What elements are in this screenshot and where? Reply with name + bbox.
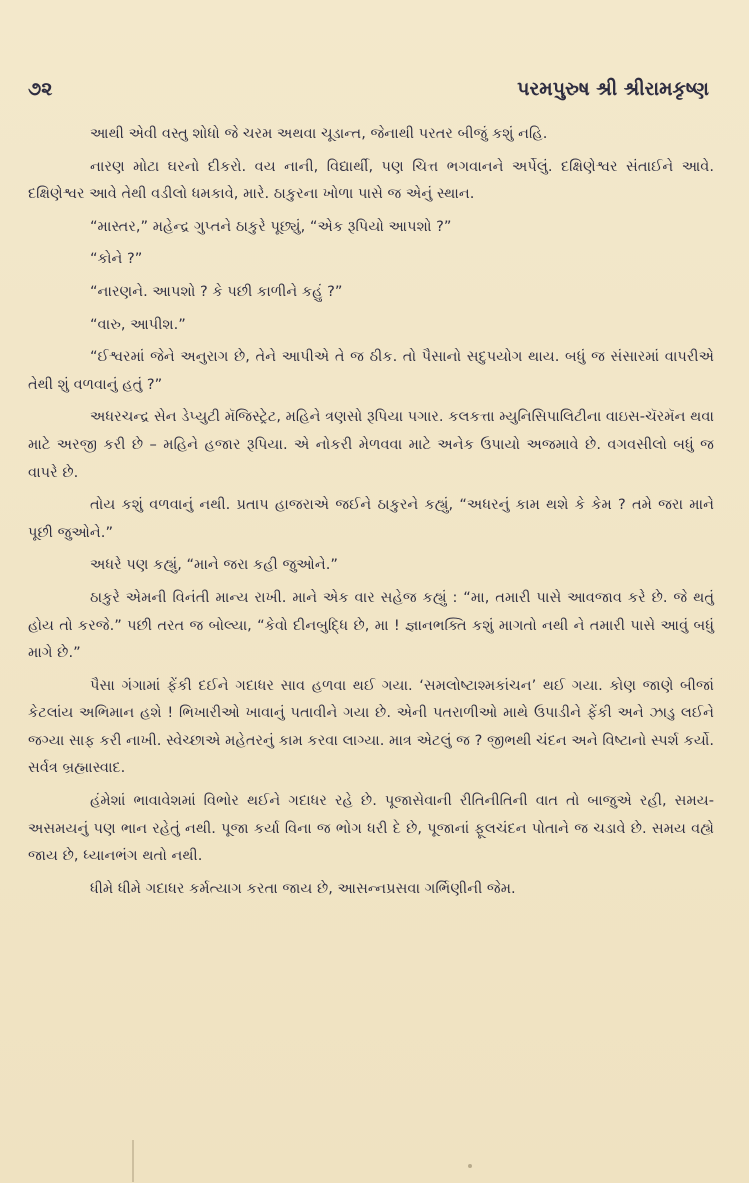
paragraph: ધીમે ધીમે ગદાધર કર્મત્યાગ કરતા જાય છે, આસન્નપ્રસવા ગર્ભિણીની જેમ. xyxy=(90,879,516,897)
paragraph: નારણ મોટા ઘરનો દીકરો. વય નાની, વિદ્યાર્થી, પણ ચિત્ત ભગવાનને અર્પેલું. દક્ષિણેશ્વર સંતાઈને આવે. દક્ષિણેશ્વર આવે તેથી વડીલો ધમકાવે, મારે. ઠાકુરના ખોળા પાસે જ એનું સ્થાન. xyxy=(28,157,714,203)
paragraph: આથી એવી વસ્તુ શોધો જે ચરમ અથવા ચૂડાન્ત, જેનાથી પરતર બીજું કશું નહિ. xyxy=(90,125,548,142)
running-title: પરમપુરુષ શ્રી શ્રીરામકૃષ્ણ xyxy=(517,78,709,100)
paper-speck xyxy=(468,1164,472,1168)
dialogue-line: “નારણને. આપશો ? કે પછી કાળીને કહું ?” xyxy=(90,282,343,300)
page-crease xyxy=(132,1140,134,1182)
paragraph: અધરે પણ કહ્યું, “માને જરા કહી જુઓને.” xyxy=(90,556,338,574)
dialogue-line: “વારુ, આપીશ.” xyxy=(90,315,186,333)
paragraph: પૈસા ગંગામાં ફેંકી દઈને ગદાધર સાવ હળવા થઈ ગયા. ‘સમલોષ્ટાશ્મકાંચન’ થઈ ગયા. કોણ જાણે બીજાં કેટલાંય અભિમાન હશે ! ભિખારીઓ ખાવાનું પતાવીને ગયા છે. એની પતરાળીઓ માથે ઉપાડીને ફેંકી અને ઝાડુ લઈને જગ્યા સાફ કરી નાખી. સ્વેચ્છાએ મહેતરનું કામ કરવા લાગ્યા. માત્ર એટલું જ ? જીભથી ચંદન અને વિષ્ટાનો સ્પર્શ કર્યો. સર્વત્ર બ્રહ્માસ્વાદ. xyxy=(28,676,714,777)
paragraph: અધરચન્દ્ર સેન ડેપ્યુટી મૅજિસ્ટ્રેટ, મહિને ત્રણસો રૂપિયા પગાર. કલકત્તા મ્યુનિસિપાલિટીના વાઇસ-ચૅરમૅન થવા માટે અરજી કરી છે – મહિને હજાર રૂપિયા. એ નોકરી મેળવવા માટે અનેક ઉપાયો અજમાવે છે. વગવસીલો બધું જ વાપરે છે. xyxy=(28,408,714,481)
paragraph: તોય કશું વળવાનું નથી. પ્રતાપ હાજરાએ જઈને ઠાકુરને કહ્યું, “અધરનું કામ થશે કે કેમ ? તમે જરા માને પૂછી જુઓને.” xyxy=(28,496,714,541)
paragraph: ઠાકુરે એમની વિનંતી માન્ય રાખી. માને એક વાર સહેજ કહ્યું : “મા, તમારી પાસે આવજાવ કરે છે. જે થતું હોય તો કરજે.” પછી તરત જ બોલ્યા, “કેવો દીનબુદ્ધિ છે, મા ! જ્ઞાનભક્તિ કશું માગતો નથી ને તમારી પાસે આવું બધું માગે છે.” xyxy=(28,588,714,662)
dialogue-line: “કોને ?” xyxy=(90,250,143,268)
page-number: ૭૨ xyxy=(28,78,53,100)
paragraph: “ઈશ્વરમાં જેને અનુરાગ છે, તેને આપીએ તે જ ઠીક. તો પૈસાનો સદુપયોગ થાય. બધું જ સંસારમાં વાપરીએ તેથી શું વળવાનું હતું ?” xyxy=(28,348,714,393)
paragraph: હંમેશાં ભાવાવેશમાં વિભોર થઈને ગદાધર રહે છે. પૂજાસેવાની રીતિનીતિની વાત તો બાજુએ રહી, સમય-અસમયનું પણ ભાન રહેતું નથી. પૂજા કર્યા વિના જ ભોગ ધરી દે છે, પૂજાનાં ફૂલચંદન પોતાને જ ચડાવે છે. સમય વહ્યે જાય છે, ધ્યાનભંગ થતો નથી. xyxy=(28,792,714,865)
dialogue-line: “માસ્તર,” મહેન્દ્ર ગુપ્તને ઠાકુરે પૂછ્યું, “એક રૂપિયો આપશો ?” xyxy=(90,217,452,235)
body-text xyxy=(28,120,714,907)
